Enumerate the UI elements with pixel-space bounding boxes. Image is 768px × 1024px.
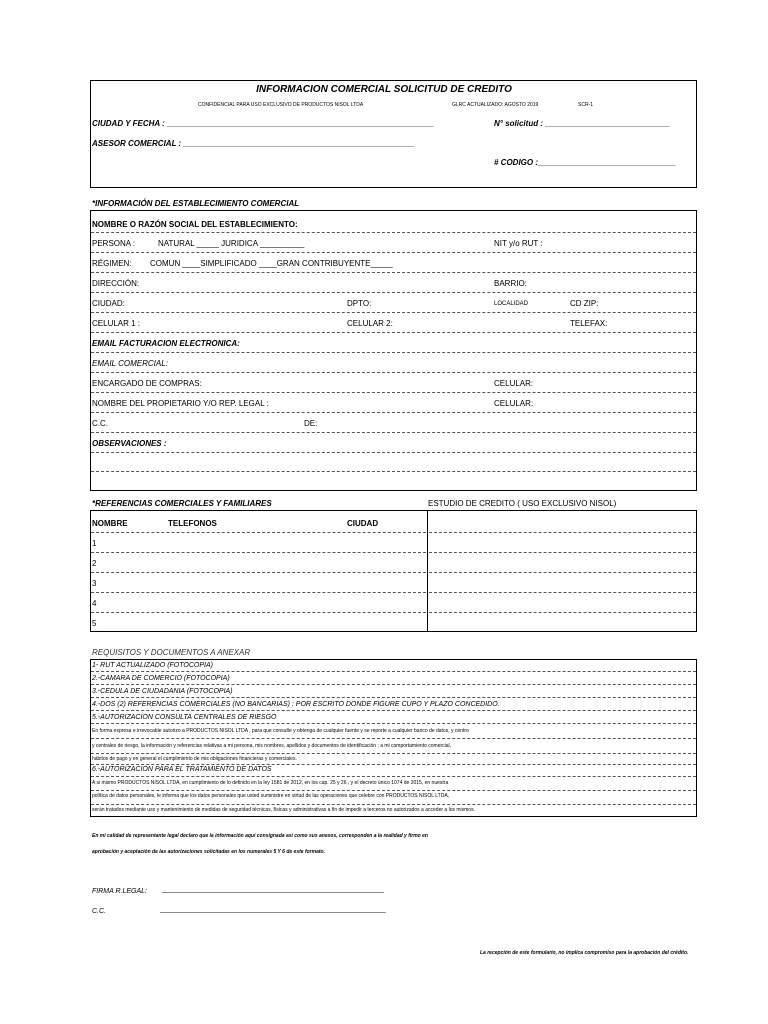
zip-label: CD ZIP: — [570, 299, 599, 308]
persona-label: PERSONA : — [92, 239, 136, 248]
purchasing-manager-label: ENCARGADO DE COMPRAS: — [92, 379, 202, 388]
signature-id-label: C.C. — [92, 908, 106, 915]
requirement-item: 3.-CEDULA DE CIUDADANIA (FOTOCOPIA) — [92, 688, 233, 695]
mobile1-label: CELULAR 1 : — [92, 319, 141, 328]
references-section-title: *REFERENCIAS COMERCIALES Y FAMILIARES — [92, 499, 272, 508]
persona-type-field[interactable]: NATURAL _____ JURIDICA __________ — [158, 239, 305, 248]
reference-row-number: 1 — [92, 539, 97, 548]
codigo-field[interactable]: # CODIGO :_______________________________ — [494, 158, 676, 167]
form-code: SCR-1 — [578, 102, 594, 108]
references-box — [90, 510, 697, 632]
business-name-label: NOMBRE O RAZÓN SOCIAL DEL ESTABLECIMIENTO: — [92, 220, 298, 229]
establishment-section-title: *INFORMACIÓN DEL ESTABLECIMIENTO COMERCIAL — [92, 199, 300, 208]
authorization-text-line: En forma expresa e irrevocable autorizo a PRODUCTOS NISOL LTDA , para que consulte y obtenga de cualquier fuente y se reporte a cualquier banco de datos, y centro — [92, 728, 469, 734]
col-nombre-header: NOMBRE — [92, 519, 128, 528]
barrio-label: BARRIO: — [494, 279, 527, 288]
owner-label: NOMBRE DEL PROPIETARIO Y/O REP. LEGAL : — [92, 399, 269, 408]
observations-label: OBSERVACIONES : — [92, 439, 167, 448]
authorization-text-line: y centrales de riesgo, la información y referencias relativas a mi persona, mis nombres, apellidos y documentos de identificación ; a mi comportamiento comercial, — [92, 743, 452, 749]
reference-row-number: 4 — [92, 599, 97, 608]
reference-row-number: 5 — [92, 619, 97, 628]
data-treatment-line: política de datos personales, le informa que los datos personales que usted suministre en virtud de las operaciones que celebre con PRODUCTOS NISOL LTDA, — [92, 793, 450, 799]
data-treatment-line: A si mismo PRODUCTOS NISOL LTDA, en cumplimiento de lo definido en la ley 1581 de 2012, en los cap. 25 y 26 , y el decreto único 1074 de 2015, en nuestra — [92, 780, 449, 786]
requirement-item: 1- RUT ACTUALIZADO (FOTOCOPIA) — [92, 662, 213, 669]
header-box — [90, 80, 697, 188]
declaration-line: aprobación y aceptación de las autorizaciones solicitadas en los numerales 5 Y 6 de este formato. — [92, 849, 325, 855]
city-date-field[interactable]: CIUDAD Y FECHA : ____________________________________________________________ — [92, 119, 434, 128]
commercial-email-label: EMAIL COMERCIAL: — [92, 359, 168, 368]
invoice-email-label: EMAIL FACTURACION ELECTRONICA: — [92, 339, 240, 348]
request-number-field[interactable]: N° solicitud : ____________________________ — [494, 119, 670, 128]
id-label: C.C. — [92, 419, 108, 428]
declaration-line: En mi calidad de representante legal declaro que la información aquí consignada así como sus anexos, corresponden a la realidad y firmo en — [92, 833, 428, 839]
form-title: INFORMACION COMERCIAL SOLICITUD DE CREDITO — [256, 84, 512, 95]
address-label: DIRECCIÓN: — [92, 279, 140, 288]
id-from-label: DE: — [304, 419, 318, 428]
owner-mobile-label: CELULAR: — [494, 399, 534, 408]
nit-label: NIT y/o RUT : — [494, 239, 543, 248]
reference-row-number: 2 — [92, 559, 97, 568]
dpto-label: DPTO: — [347, 299, 372, 308]
signature-line[interactable]: _________________________________________________________ — [162, 886, 384, 893]
requirement-item: 5.-AUTORIZACION CONSULTA CENTRALES DE RIESGO — [92, 714, 277, 721]
advisor-field[interactable]: ASESOR COMERCIAL : ____________________________________________________ — [92, 139, 415, 148]
confidential-note: CONFIDENCIAL PARA USO EXCLUSIVO DE PRODUCTOS NISOL LTDA — [198, 102, 364, 108]
reference-row-number: 3 — [92, 579, 97, 588]
requirement-item: 2.-CAMARA DE COMERCIO (FOTOCOPIA) — [92, 675, 230, 682]
footer-note: La recepción de este formulario, no implica compromiso para la aprobación del crédito. — [480, 950, 689, 956]
regimen-label: RÉGIMEN: — [92, 259, 132, 268]
city-label: CIUDAD: — [92, 299, 125, 308]
telefax-label: TELEFAX: — [570, 319, 608, 328]
col-telefonos-header: TELEFONOS — [168, 519, 217, 528]
requirement-item: 4.-DOS (2) REFERENCIAS COMERCIALES (NO BANCARIAS) : POR ESCRITO DONDE FIGURE CUPO Y PLAZO CONCEDIDO. — [92, 701, 500, 708]
col-ciudad-header: CIUDAD — [347, 519, 379, 528]
authorization-text-line: hábitos de pago y en general el cumplimiento de mis obligaciones financieras y comerciales. — [92, 756, 297, 762]
regimen-options-field[interactable]: COMUN ____SIMPLIFICADO ____GRAN CONTRIBUYENTE_____ — [150, 259, 393, 268]
credit-study-title: ESTUDIO DE CREDITO ( USO EXCLUSIVO NISOL) — [428, 499, 617, 508]
signature-id-line[interactable]: __________________________________________________________ — [160, 906, 386, 913]
version-note: GLRC ACTUALIZADO: AGOSTO 2019 — [452, 102, 539, 108]
requirement-item: 6.-AUTORIZACION PARA EL TRATAMIENTO DE DATOS — [92, 766, 272, 773]
localidad-label: LOCALIDAD — [494, 301, 529, 307]
signature-label: FIRMA R.LEGAL: — [92, 888, 147, 895]
requirements-section-title: REQUISITOS Y DOCUMENTOS A ANEXAR — [92, 648, 251, 657]
mobile2-label: CELULAR 2: — [347, 319, 393, 328]
purchasing-mobile-label: CELULAR: — [494, 379, 534, 388]
data-treatment-line: serán tratados mediante uso y mantenimiento de medidas de seguridad técnicas, físicas y administrativas a fin de impedir a terceros no autorizados a acceder a los mismos. — [92, 807, 475, 813]
